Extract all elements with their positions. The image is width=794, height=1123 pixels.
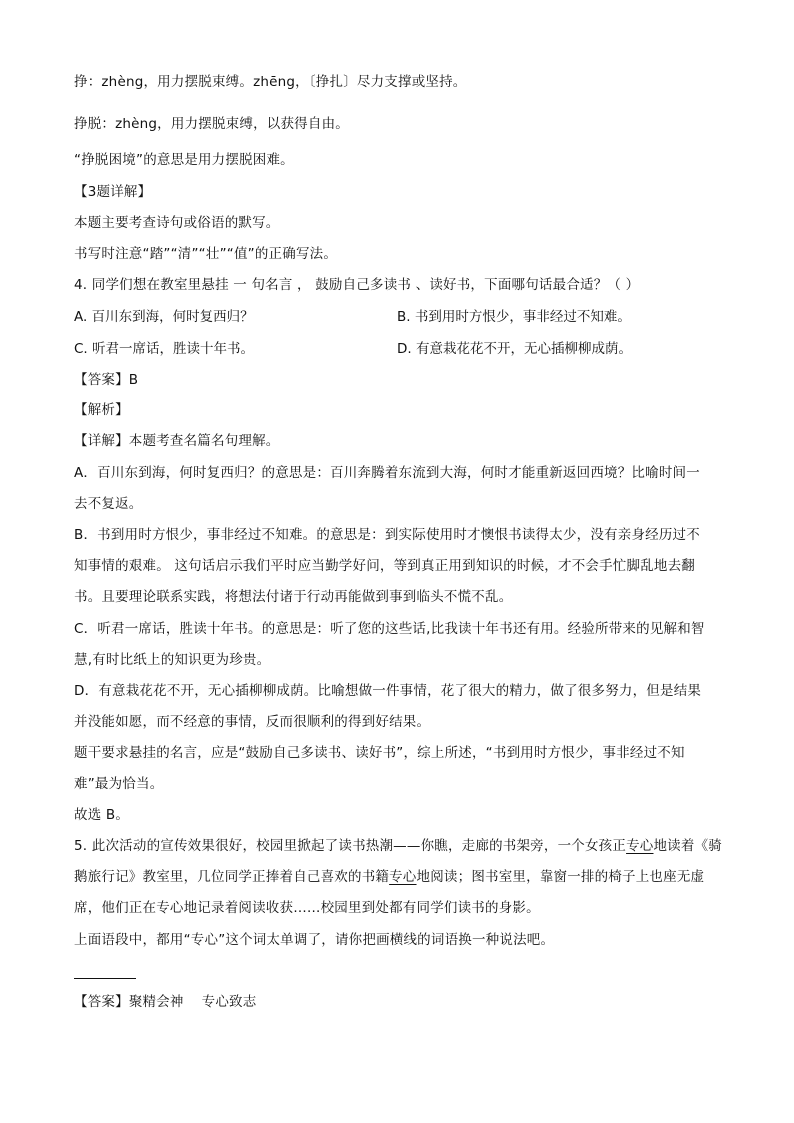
explanation-b-line-1: B．书到用时方恨少，事非经过不知难。的意思是：到实际使用时才懊恨书读得太少，没有亲身经历过不 — [74, 527, 700, 543]
question-5-line-1 — [74, 836, 724, 856]
section-heading-q3-detail: 【3题详解】 — [74, 184, 152, 200]
answer-word-2: 专心致志 — [201, 994, 257, 1010]
question-5-instruction: 上面语段中，都用“专心”这个词太单调了，请你把画横线的词语换一种说法吧。 — [74, 932, 555, 948]
question-4-detail-heading: 【详解】本题考查名篇名句理解。 — [74, 433, 280, 449]
explanation-b-line-3: 书。且要理论联系实践，将想法付诸于行动再能做到事到临头不慌不乱。 — [74, 589, 513, 605]
question-4-analysis-heading: 【解析】 — [74, 402, 129, 418]
explanation-d-line-2: 并没能如愿，而不经意的事情，反而很顺利的得到好结果。 — [74, 714, 431, 730]
q5-text: 鹅旅行记》教室里，几位同学正捧着自己喜欢的书籍 — [74, 869, 390, 885]
question-4-option-c: C. 听君一席话，胜读十年书。 — [74, 341, 255, 357]
answer-label: 【答案】 — [74, 994, 129, 1010]
explanation-a-line-2: 去不复返。 — [74, 496, 143, 512]
question-5-line-2 — [74, 867, 724, 887]
question-5-answer — [74, 992, 724, 1012]
answer-word-1: 聚精会神 — [128, 994, 184, 1010]
answer-blank-line — [74, 978, 136, 979]
question-4-stem: 4. 同学们想在教室里悬挂 一 句名言 ， 鼓励自己多读书 、读好书，下面哪句话最合适？（ ） — [74, 277, 640, 293]
question-4-answer: 【答案】B — [74, 372, 139, 388]
explanation-b-line-2: 知事情的艰难。 这句话启示我们平时应当勤学好问，等到真正用到知识的时候，才不会手忙脚乱地去翻 — [74, 558, 695, 574]
definition-zhengtuo: 挣脱：zhèng，用力摆脱束缚，以获得自由。 — [74, 116, 349, 132]
q3-detail-text-2: 书写时注意“踏”“清”“壮”“值”的正确写法。 — [74, 246, 338, 262]
conclusion-line-1: 题干要求悬挂的名言，应是“鼓励自己多读书、读好书”，综上所述，“书到用时方恨少，事非经过不知 — [74, 745, 685, 761]
explanation-c-line-2: 慧,有时比纸上的知识更为珍贵。 — [74, 652, 271, 668]
q5-text: 地读着《骑 — [653, 838, 722, 854]
conclusion-line-2: 难”最为恰当。 — [74, 776, 164, 792]
question-4-option-d: D. 有意栽花花不开，无心插柳柳成荫。 — [397, 341, 632, 357]
question-4-option-a: A. 百川东到海，何时复西归？ — [74, 309, 254, 325]
question-5-line-3: 席，他们正在专心地记录着阅读收获……校园里到处都有同学们读书的身影。 — [74, 900, 540, 916]
underlined-word: 专心 — [389, 869, 417, 885]
q5-text: 地阅读；图书室里，靠窗一排的椅子上也座无虚 — [416, 869, 705, 885]
q5-text: 5. 此次活动的宣传效果很好，校园里掀起了读书热潮——你瞧，走廊的书架旁，一个女孩正 — [74, 838, 627, 854]
explanation-d-line-1: D．有意栽花花不开，无心插柳柳成荫。比喻想做一件事情，花了很大的精力，做了很多努力，但是结果 — [74, 683, 702, 699]
explanation-c-line-1: C．听君一席话，胜读十年书。的意思是：听了您的这些话,比我读十年书还有用。经验所带来的见解和智 — [74, 621, 705, 637]
explanation-a-line-1: A．百川东到海，何时复西归？的意思是：百川奔腾着东流到大海，何时才能重新返回西境？比喻时间一 — [74, 465, 700, 481]
q3-detail-text-1: 本题主要考查诗句或俗语的默写。 — [74, 215, 280, 231]
question-4-option-b: B. 书到用时方恨少，事非经过不知难。 — [397, 309, 631, 325]
definition-zheng: 挣：zhèng，用力摆脱束缚。zhēng，〔挣扎〕尽力支撑或坚持。 — [74, 74, 467, 90]
underlined-word: 专心 — [626, 838, 654, 854]
final-choice: 故选 B。 — [74, 807, 130, 823]
explanation-zhengtuo-kunjing: “挣脱困境”的意思是用力摆脱困难。 — [74, 152, 294, 168]
